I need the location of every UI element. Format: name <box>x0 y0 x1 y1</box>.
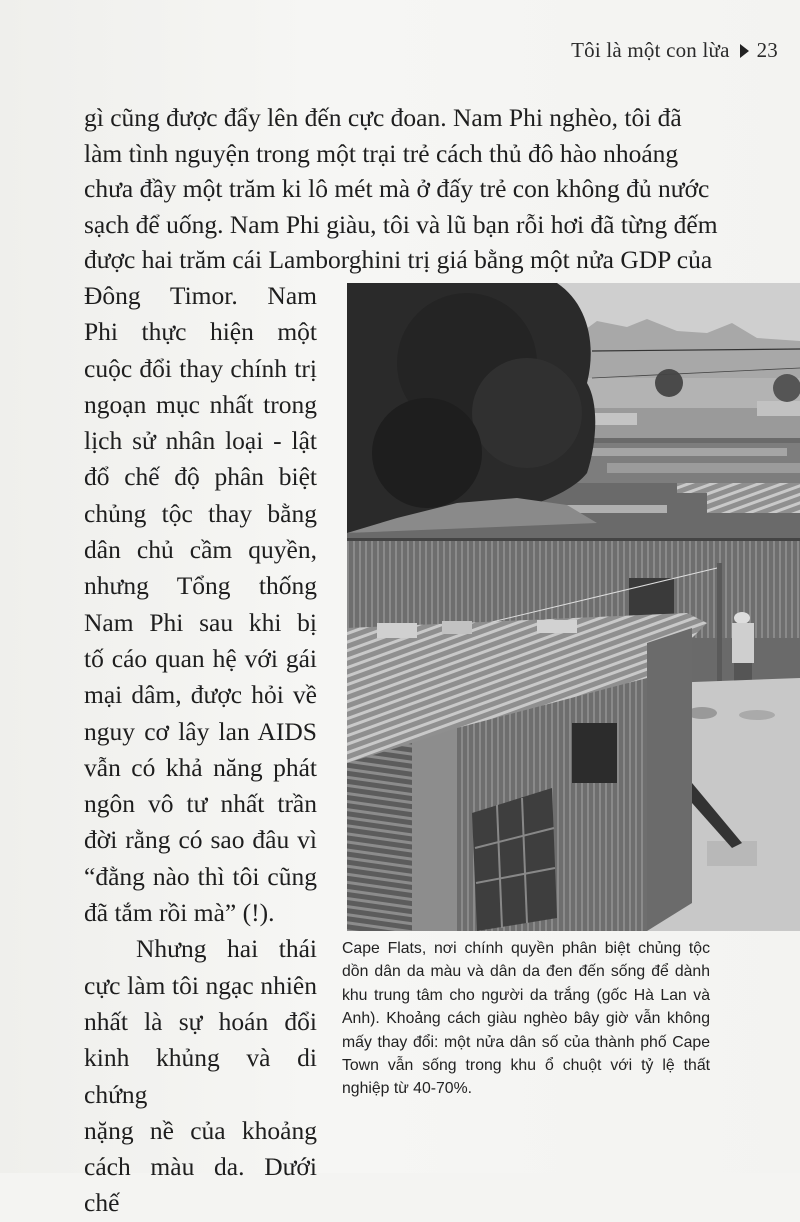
figure-caption: Cape Flats, nơi chính quyền phân biệt chủng tộc dồn dân da màu và dân da đen đến sống để dành khu trung tâm cho người da trắng (gốc Hà Lan và Anh). Khoảng cách giàu nghèo bây giờ vẫn không mấy thay đổi: một nửa dân số của thành phố Cape Town vẫn sống trong khu ổ chuột với tỷ lệ thất nghiệp từ 40-70%. <box>342 940 710 1098</box>
text-line: cuộc đổi thay chính trị <box>84 353 317 383</box>
page-number: 23 <box>756 38 778 62</box>
text-line: dân chủ cầm quyền, <box>84 535 317 565</box>
photo-illustration <box>347 283 800 931</box>
photo-cape-flats <box>347 283 800 931</box>
text-line: Nhưng hai thái <box>136 934 317 964</box>
text-line: vẫn có khả năng phát <box>84 752 317 782</box>
text-line: nguy cơ lây lan AIDS <box>84 716 317 746</box>
text-line: chưa đầy một trăm ki lô mét mà ở đấy trẻ con không đủ nước <box>84 174 710 204</box>
text-line: lịch sử nhân loại - lật <box>84 426 317 456</box>
text-line: chủng tộc thay bằng <box>84 498 317 528</box>
text-line: nặng nề của khoảng <box>84 1115 317 1145</box>
text-line: kinh khủng và di chứng <box>84 1043 317 1109</box>
text-line: mại dâm, được hỏi về <box>84 680 317 710</box>
text-line: cực làm tôi ngạc nhiên <box>84 970 317 1000</box>
text-line: sạch để uống. Nam Phi giàu, tôi và lũ bạn rỗi hơi đã từng đếm <box>84 209 718 239</box>
text-line: cách màu da. Dưới chế <box>84 1152 317 1218</box>
text-line: tố cáo quan hệ với gái <box>84 643 317 673</box>
text-line: Đông Timor. Nam <box>84 281 317 310</box>
text-line: Nam Phi sau khi bị <box>84 607 317 637</box>
paragraph-narrow-column <box>84 278 317 1222</box>
running-head-title: Tôi là một con lừa <box>571 38 730 62</box>
text-line: Phi thực hiện một <box>84 317 317 347</box>
text-line: đã tắm rồi mà” (!). <box>84 898 275 928</box>
text-line: được hai trăm cái Lamborghini trị giá bằng một nửa GDP của <box>84 245 713 275</box>
text-line: đời rằng có sao đâu vì <box>84 825 317 855</box>
text-line: nhưng Tổng thống <box>84 571 317 601</box>
triangle-right-icon <box>740 44 749 58</box>
text-line: ngôn vô tư nhất trần <box>84 789 317 819</box>
text-line: “đằng nào thì tôi cũng <box>84 861 317 891</box>
text-line: đổ chế độ phân biệt <box>84 462 317 492</box>
paragraph-full-width <box>84 100 800 278</box>
text-line: nhất là sự hoán đổi <box>84 1006 317 1036</box>
text-line: ngoạn mục nhất trong <box>84 389 317 419</box>
running-head <box>571 38 778 63</box>
text-line: gì cũng được đẩy lên đến cực đoan. Nam Phi nghèo, tôi đã <box>84 103 682 132</box>
text-line: làm tình nguyện trong một trại trẻ cách thủ đô hào nhoáng <box>84 138 679 168</box>
